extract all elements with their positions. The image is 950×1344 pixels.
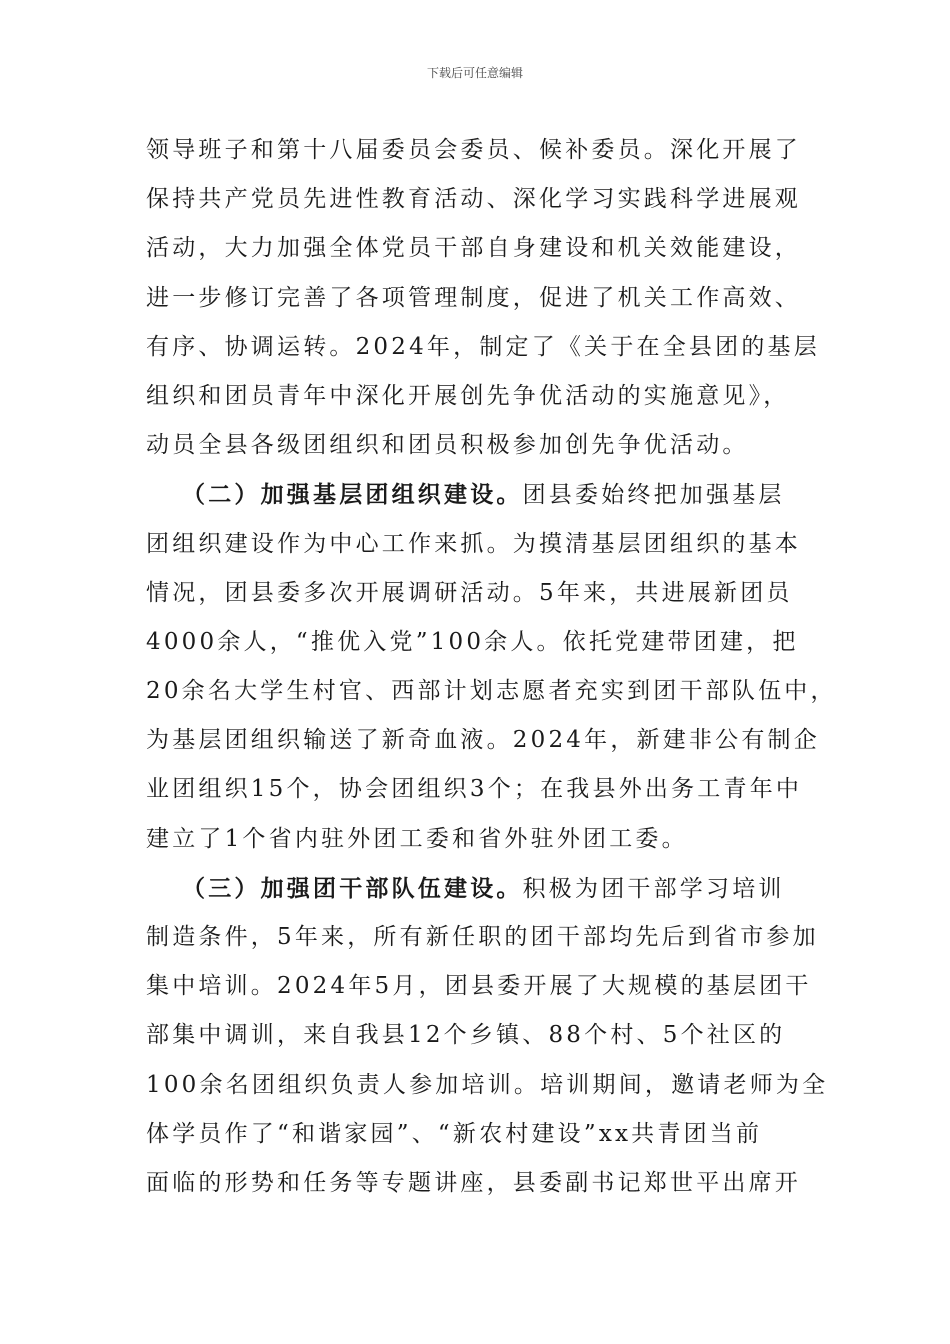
section-heading: （二）加强基层团组织建设。	[182, 481, 523, 509]
paragraph-first-line	[146, 470, 826, 519]
paragraph-cadre-team	[146, 864, 829, 1208]
text-line: 100余名团组织负责人参加培训。培训期间，邀请老师为全	[146, 1071, 829, 1098]
text-line: 建立了1个省内驻外团工委和省外驻外团工委。	[146, 825, 688, 852]
text-line: 面临的形势和任务等专题讲座，县委副书记郑世平出席开	[146, 1169, 801, 1196]
first-line-text: 团县委始终把加强基层	[522, 482, 785, 509]
text-line: 业团组织15个，协会团组织3个；在我县外出务工青年中	[146, 776, 803, 803]
text-line: 动员全县各级团组织和团员积极参加创先争优活动。	[146, 432, 749, 459]
text-line: 体学员作了“和谐家园”、“新农村建设”xx共青团当前	[146, 1120, 763, 1147]
section-heading: （三）加强团干部队伍建设。	[182, 874, 523, 902]
text-line: 制造条件，5年来，所有新任职的团干部均先后到省市参加	[146, 924, 819, 950]
page-header-note: 下载后可任意编辑	[426, 66, 523, 80]
text-line: 有序、协调运转。2024年，制定了《关于在全县团的基层	[146, 333, 820, 360]
text-line: 领导班子和第十八届委员会委员、候补委员。深化开展了	[146, 137, 801, 163]
text-line: 4000余人，“推优入党”100余人。依托党建带团建，把	[146, 628, 799, 655]
document-body	[146, 126, 837, 1208]
text-line: 部集中调训，来自我县12个乡镇、88个村、5个社区的	[146, 1022, 786, 1049]
first-line-text: 积极为团干部学习培训	[522, 875, 785, 902]
text-line: 20余名大学生村官、西部计划志愿者充实到团干部队伍中，	[146, 678, 837, 705]
text-line: 保持共产党员先进性教育活动、深化学习实践科学进展观	[146, 186, 801, 213]
text-line: 情况，团县委多次开展调研活动。5年来，共进展新团员	[146, 579, 793, 606]
text-line: 团组织建设作为中心工作来抓。为摸清基层团组织的基本	[146, 530, 801, 557]
text-line: 组织和团员青年中深化开展创先争优活动的实施意见》，	[146, 382, 790, 409]
text-line: 集中培训。2024年5月，团县委开展了大规模的基层团干	[146, 973, 812, 1000]
text-line: 为基层团组织输送了新奇血液。2024年，新建非公有制企	[146, 727, 820, 754]
text-line: 进一步修订完善了各项管理制度，促进了机关工作高效、	[146, 284, 801, 311]
paragraph-first-line	[146, 864, 826, 913]
paragraph-party-building	[146, 126, 826, 470]
text-line: 活动，大力加强全体党员干部自身建设和机关效能建设，	[146, 235, 801, 262]
paragraph-grassroots-organization	[146, 470, 837, 864]
